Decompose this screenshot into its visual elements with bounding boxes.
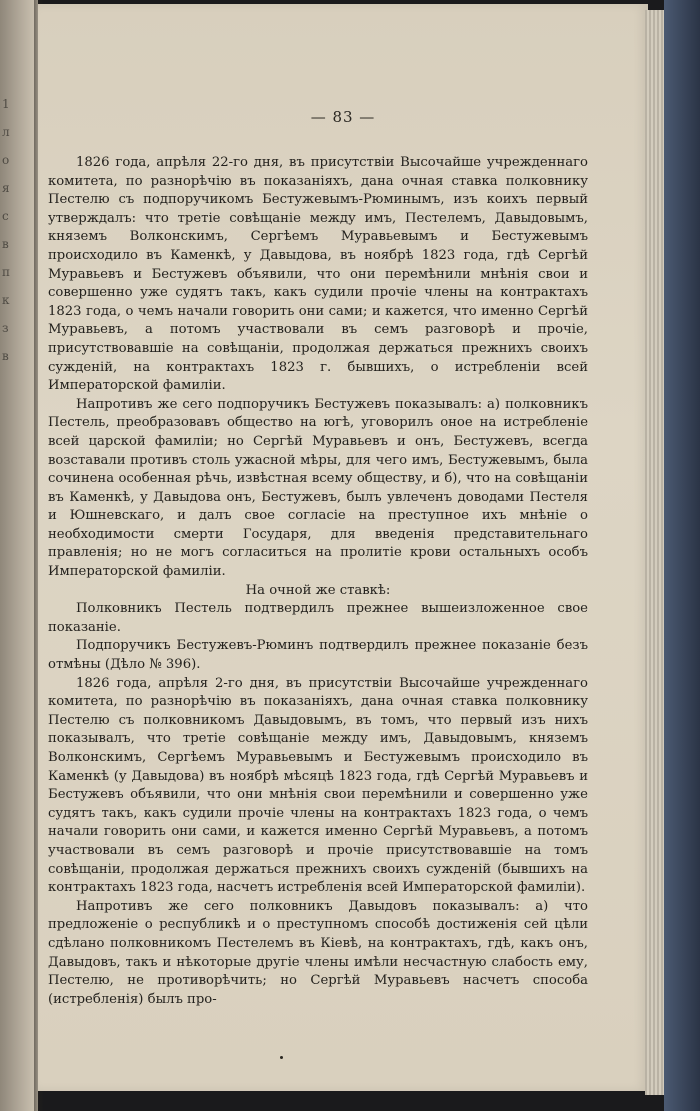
left-page-edge bbox=[0, 0, 38, 1111]
paragraph-2: Напротивъ же сего подпоручикъ Бестужевъ показывалъ: а) полковникъ Пестель, преобразовавъ общество на югѣ, уговорилъ оное на истребленіе всей царской фамиліи; но Сергѣй Муравьевъ и онъ, Бестужевъ, всегда возставали противъ столь ужасной мѣры, для чего имъ, Бестужевымъ, была сочинена особенная рѣчь, извѣстная всему обществу, и б), что на совѣщаніи въ Каменкѣ, у Давыдова онъ, Бестужевъ, былъ увлеченъ доводами Пестеля и Юшневскаго, и далъ свое согласіе на преступное ихъ мнѣніе о необходимости смерти Государя, для введенія представительнаго правленія; но не могъ согласиться на пролитіе крови остальныхъ особъ Императорской фамиліи. bbox=[48, 396, 588, 580]
page-number: — 83 — bbox=[310, 108, 376, 126]
paragraph-7: Напротивъ же сего полковникъ Давыдовъ показывалъ: а) что предложеніе о республикѣ и о преступномъ способѣ достиженія сей цѣли сдѣлано полковникомъ Пестелемъ въ Кіевѣ, на контрактахъ, гдѣ, какъ онъ, Давыдовъ, такъ и нѣкоторые другіе члены имѣли несчастную слабость ему, Пестелю, не противорѣчить; но Сергѣй Муравьевъ насчетъ способа (истребленія) былъ про- bbox=[48, 898, 588, 1007]
paragraph-5: Подпоручикъ Бестужевъ-Рюминъ подтвердилъ прежнее показаніе безъ отмѣны (Дѣло № 396). bbox=[48, 638, 588, 673]
left-page-fragment: 1 л о я с в п к з в bbox=[2, 97, 11, 363]
page-text bbox=[48, 154, 588, 1009]
book-page bbox=[38, 4, 648, 1091]
book-cover bbox=[664, 0, 700, 1111]
paragraph-4: Полковникъ Пестель подтвердилъ прежнее вышеизложенное свое показаніе. bbox=[48, 601, 588, 635]
paragraph-3-heading: На очной же ставкѣ: bbox=[245, 582, 391, 598]
paragraph-1: 1826 года, апрѣля 22-го дня, въ присутствіи Высочайше учрежденнаго комитета, по разнорѣчію въ показаніяхъ, дана очная ставка полковнику Пестелю съ подпоручикомъ Бестужевымъ-Рюминымъ, изъ коихъ первый утверждалъ: что третіе совѣщаніе между имъ, Пестелемъ, Давыдовымъ, княземъ Волконскимъ, Сергѣемъ Муравьевымъ и Бестужевымъ происходило въ Каменкѣ, у Давыдова, въ ноябрѣ 1823 года, гдѣ Сергѣй Муравьевъ и Бестужевъ объявили, что они перемѣнили мнѣнія свои и совершенно уже судятъ такъ, какъ судили прочіе члены на контрактахъ 1823 года, о чемъ начали говорить они сами; и кажется, что именно Сергѣй Муравьевъ, а потомъ участвовали въ семъ разговорѣ и прочіе, присутствовавшіе на совѣщаніи, продолжая держаться прежнихъ своихъ сужденій, на контрактахъ 1823 г. бывшихъ, о истребленіи всей Императорской фамиліи. bbox=[48, 155, 588, 394]
ink-dot bbox=[280, 1056, 283, 1059]
paragraph-6: 1826 года, апрѣля 2-го дня, въ присутствіи Высочайше учрежденнаго комитета, по разнорѣчію въ показаніяхъ, дана очная ставка полковнику Пестелю съ полковникомъ Давыдовымъ, въ томъ, что первый изъ нихъ показывалъ, что третіе совѣщаніе между имъ, Давыдовымъ, княземъ Волконскимъ, Сергѣемъ Муравьевымъ и Бестужевымъ происходило въ Каменкѣ (у Давыдова) въ ноябрѣ мѣсяцѣ 1823 года, гдѣ Сергѣй Муравьевъ и Бестужевъ объявили, что они мнѣнія свои перемѣнили и совершенно уже судятъ такъ, какъ судили прочіе члены на контрактахъ 1823 года, о чемъ начали говорить они сами, и кажется именно Сергѣй Муравьевъ, а потомъ участвовали въ семъ разговорѣ и прочіе присутствовавшіе на томъ совѣщаніи, продолжая держаться прежнихъ своихъ сужденій (бывшихъ на контрактахъ 1823 года, насчетъ истребленія всей Императорской фамиліи). bbox=[48, 675, 588, 896]
